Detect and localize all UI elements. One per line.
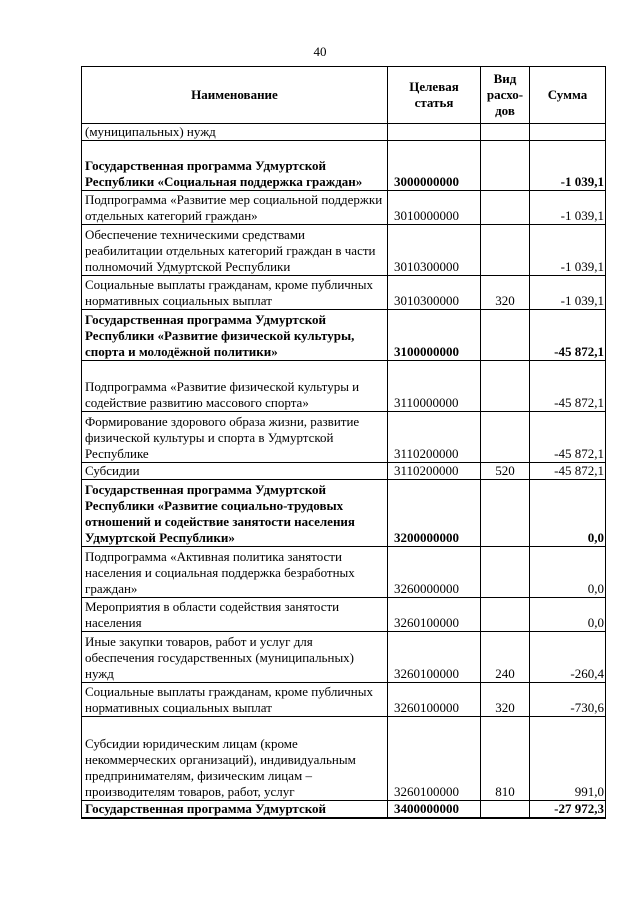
cell-kind [481,598,530,632]
cell-amount: -1 039,1 [530,141,606,191]
table-header [82,67,606,124]
cell-code [388,124,481,141]
table-row [82,124,606,141]
cell-amount: -45 872,1 [530,463,606,480]
cell-amount: -45 872,1 [530,361,606,412]
header-code: Целевая статья [388,67,481,124]
table-row [82,480,606,547]
cell-kind [481,310,530,361]
cell-amount: 0,0 [530,480,606,547]
cell-kind: 320 [481,683,530,717]
cell-name: Иные закупки товаров, работ и услуг для обеспечения государственных (муниципальных) нужд [82,632,388,683]
cell-name: Субсидии [82,463,388,480]
table-row [82,191,606,225]
table-row [82,632,606,683]
cell-kind: 320 [481,276,530,310]
cell-amount: 0,0 [530,547,606,598]
table-body [82,124,606,819]
cell-kind [481,141,530,191]
cell-kind: 810 [481,717,530,801]
cell-name: Государственная программа Удмуртской [82,801,388,819]
cell-kind: 240 [481,632,530,683]
table-row [82,276,606,310]
cell-amount: -1 039,1 [530,276,606,310]
table-row [82,547,606,598]
cell-code: 3400000000 [388,801,481,819]
cell-code: 3110200000 [388,412,481,463]
cell-amount: -27 972,3 [530,801,606,819]
header-name: Наименование [82,67,388,124]
table-row [82,361,606,412]
budget-table [81,66,606,819]
cell-name: Государственная программа Удмуртской Республики «Социальная поддержка граждан» [82,141,388,191]
cell-name: Формирование здорового образа жизни, развитие физической культуры и спорта в Удмуртской Республике [82,412,388,463]
cell-code: 3010000000 [388,191,481,225]
cell-name: Социальные выплаты гражданам, кроме публичных нормативных социальных выплат [82,276,388,310]
table-row [82,801,606,819]
cell-kind: 520 [481,463,530,480]
cell-amount: 991,0 [530,717,606,801]
cell-amount: -45 872,1 [530,412,606,463]
table-row [82,412,606,463]
cell-amount: -260,4 [530,632,606,683]
cell-code: 3100000000 [388,310,481,361]
cell-amount: -45 872,1 [530,310,606,361]
table-row [82,463,606,480]
cell-name: Государственная программа Удмуртской Республики «Развитие физической культуры, спорта и молодёжной политики» [82,310,388,361]
cell-code: 3200000000 [388,480,481,547]
cell-name: Социальные выплаты гражданам, кроме публичных нормативных социальных выплат [82,683,388,717]
cell-name: (муниципальных) нужд [82,124,388,141]
cell-code: 3110200000 [388,463,481,480]
header-amount: Сумма [530,67,606,124]
cell-code: 3260100000 [388,683,481,717]
cell-amount: -1 039,1 [530,191,606,225]
page-number: 40 [313,44,327,59]
cell-code: 3260100000 [388,717,481,801]
cell-name: Подпрограмма «Развитие физической культуры и содействие развитию массового спорта» [82,361,388,412]
table-row [82,683,606,717]
cell-name: Субсидии юридическим лицам (кроме некоммерческих организаций), индивидуальным предпринимателям, физическим лицам – производителям товаров, работ, услуг [82,717,388,801]
cell-code: 3010300000 [388,276,481,310]
cell-code: 3260100000 [388,598,481,632]
cell-amount: -730,6 [530,683,606,717]
table-row [82,310,606,361]
cell-kind [481,361,530,412]
cell-amount: 0,0 [530,598,606,632]
cell-name: Мероприятия в области содействия занятости населения [82,598,388,632]
cell-code: 3110000000 [388,361,481,412]
table-row [82,225,606,276]
cell-name: Государственная программа Удмуртской Республики «Развитие социально-трудовых отношений и содействие занятости населения Удмуртской Республики» [82,480,388,547]
cell-kind [481,191,530,225]
table-row [82,141,606,191]
cell-name: Обеспечение техническими средствами реабилитации отдельных категорий граждан в части полномочий Удмуртской Республики [82,225,388,276]
cell-kind [481,547,530,598]
table-row [82,717,606,801]
cell-amount [530,124,606,141]
cell-code: 3000000000 [388,141,481,191]
cell-code: 3260000000 [388,547,481,598]
cell-kind [481,480,530,547]
table-row [82,598,606,632]
header-kind: Вид расхо-дов [481,67,530,124]
cell-amount: -1 039,1 [530,225,606,276]
cell-kind [481,412,530,463]
cell-code: 3010300000 [388,225,481,276]
cell-kind [481,124,530,141]
cell-name: Подпрограмма «Активная политика занятости населения и социальная поддержка безработных граждан» [82,547,388,598]
cell-code: 3260100000 [388,632,481,683]
cell-name: Подпрограмма «Развитие мер социальной поддержки отдельных категорий граждан» [82,191,388,225]
cell-kind [481,801,530,819]
cell-kind [481,225,530,276]
